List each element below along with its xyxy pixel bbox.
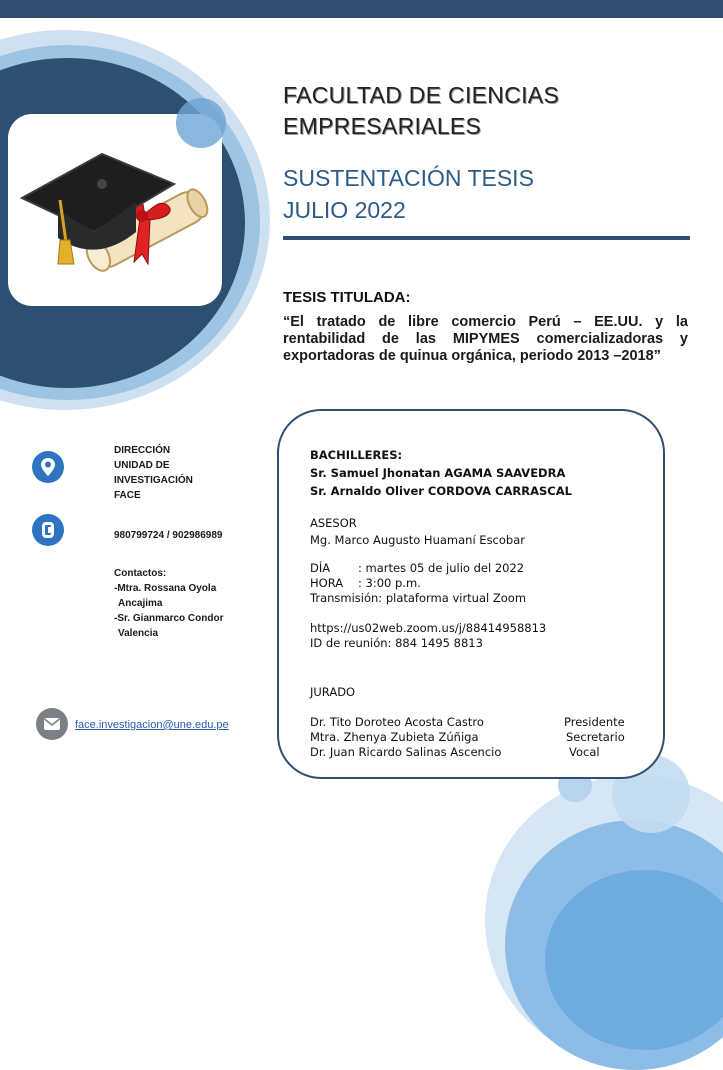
jury-role-2: Secretario — [566, 730, 625, 744]
phone-icon — [32, 514, 64, 546]
zoom-url[interactable]: https://us02web.zoom.us/j/88414958813 — [310, 621, 547, 635]
thesis-title: “El tratado de libre comercio Perú – EE.UU. y la rentabilidad de las MIPYMES comercializadoras y exportadoras de quinua orgánica, periodo 2013 –2018” — [283, 314, 688, 364]
asesor-label: ASESOR — [310, 516, 357, 530]
bachilleres-label: BACHILLERES: — [310, 448, 403, 462]
jury-name-3: Dr. Juan Ricardo Salinas Ascencio — [310, 745, 502, 759]
decor-circle-small — [176, 98, 226, 148]
email-icon — [36, 708, 68, 740]
contacts-list: Contactos: -Mtra. Rossana Oyola Ancajima -Sr. Gianmarco Condor Valencia — [114, 568, 224, 639]
dia-label: DÍA — [310, 561, 331, 575]
faculty-title: FACULTAD DE CIENCIAS EMPRESARIALES — [283, 82, 560, 139]
jury-role-1: Presidente — [564, 715, 625, 729]
jurado-label: JURADO — [310, 685, 356, 699]
direction-info: DIRECCIÓN UNIDAD DE INVESTIGACIÓN FACE — [114, 445, 193, 501]
top-bar — [0, 0, 723, 18]
location-pin-icon — [32, 451, 64, 483]
meeting-id: ID de reunión: 884 1495 8813 — [310, 636, 483, 650]
asesor-name: Mg. Marco Augusto Huamaní Escobar — [310, 533, 525, 547]
jury-role-3: Vocal — [569, 745, 600, 759]
hora-label: HORA — [310, 576, 344, 590]
title-divider — [283, 236, 690, 240]
jury-name-1: Dr. Tito Doroteo Acosta Castro — [310, 715, 484, 729]
hora-value: : 3:00 p.m. — [358, 576, 421, 590]
bachiller-2: Sr. Arnaldo Oliver CORDOVA CARRASCAL — [310, 484, 572, 498]
event-subtitle: SUSTENTACIÓN TESIS JULIO 2022 — [283, 165, 534, 223]
phone-numbers: 980799724 / 902986989 — [114, 530, 223, 541]
thesis-label: TESIS TITULADA: — [283, 289, 411, 306]
email-link[interactable]: face.investigacion@une.edu.pe — [75, 719, 229, 731]
bachiller-1: Sr. Samuel Jhonatan AGAMA SAAVEDRA — [310, 466, 566, 480]
dia-value: : martes 05 de julio del 2022 — [358, 561, 525, 575]
jury-name-2: Mtra. Zhenya Zubieta Zúñiga — [310, 730, 479, 744]
transmission-info: Transmisión: plataforma virtual Zoom — [310, 591, 527, 605]
